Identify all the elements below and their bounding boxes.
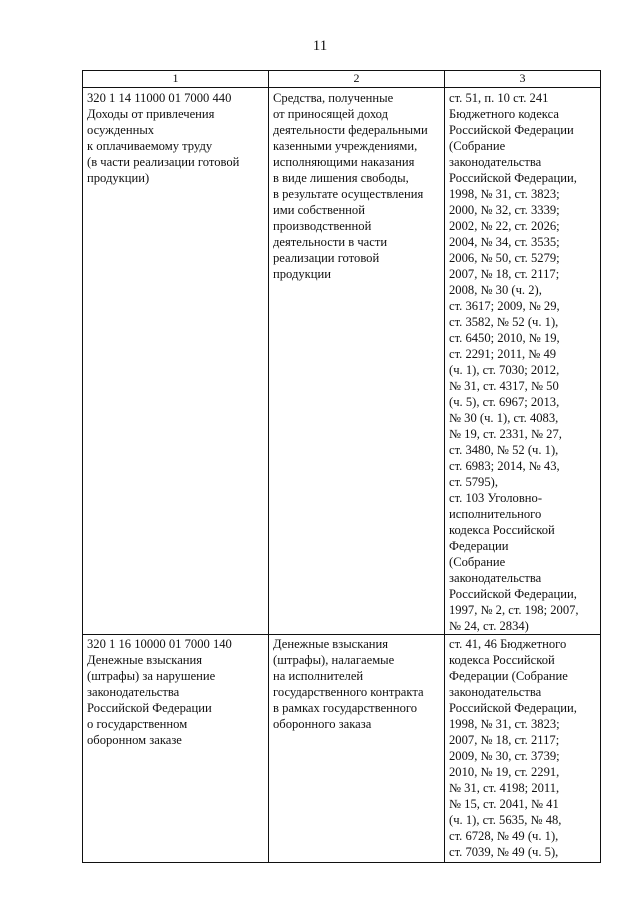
cell-text: 320 1 16 10000 01 7000 140 Денежные взыскания (штрафы) за нарушение законодательства Российской Федерации о государственном оборонном заказе xyxy=(87,637,232,747)
code-and-name-cell xyxy=(83,88,269,635)
code-and-name-cell xyxy=(83,635,269,863)
description-cell xyxy=(269,635,445,863)
legal-basis-cell xyxy=(445,635,601,863)
column-header-2: 2 xyxy=(269,71,445,88)
column-header-1: 1 xyxy=(83,71,269,88)
cell-text: ст. 41, 46 Бюджетного кодекса Российской Федерации (Собрание законодательства Российской Федерации, 1998, № 31, ст. 3823; 2007, № 18, ст. 2117; 2009, № 30, ст. 3739; 2010, № 19, ст. 2291, № 31, ст. 4198; 2011, № 15, ст. 2041, № 41 (ч. 1), ст. 5635, № 48, ст. 6728, № 49 (ч. 1), ст. 7039, № 49 (ч. 5), xyxy=(449,637,577,859)
page-number: 11 xyxy=(312,38,328,54)
cell-text: 320 1 14 11000 01 7000 440 Доходы от привлечения осужденных к оплачиваемому труду (в части реализации готовой продукции) xyxy=(87,91,240,185)
cell-text: Денежные взыскания (штрафы), налагаемые на исполнителей государственного контракта в рамках государственного оборонного заказа xyxy=(273,637,424,731)
column-header-3: 3 xyxy=(445,71,601,88)
description-cell xyxy=(269,88,445,635)
legal-basis-cell xyxy=(445,88,601,635)
cell-text: ст. 51, п. 10 ст. 241 Бюджетного кодекса Российской Федерации (Собрание законодательства Российской Федерации, 1998, № 31, ст. 3823; 2000, № 32, ст. 3339; 2002, № 22, ст. 2026; 2004, № 34, ст. 3535; 2006, № 50, ст. 5279; 2007, № 18, ст. 2117; 2008, № 30 (ч. 2), ст. 3617; 2009, № 29, ст. 3582, № 52 (ч. 1), ст. 6450; 2010, № 19, ст. 2291; 2011, № 49 (ч. 1), ст. 7030; 2012, № 31, ст. 4317, № 50 (ч. 5), ст. 6967; 2013, № 30 (ч. 1), ст. 4083, № 19, ст. 2331, № 27, ст. 3480, № 52 (ч. 1), ст. 6983; 2014, № 43, ст. 5795), ст. 103 Уголовно- исполнительного кодекса Российской Федерации (Собрание законодательства Российской Федерации, 1997, № 2, ст. 198; 2007, № 24, ст. 2834) xyxy=(449,91,579,633)
cell-text: Средства, полученные от приносящей доход деятельности федеральными казенными учреждениями, исполняющими наказания в виде лишения свободы, в результате осуществления ими собственной производственной деятельности в части реализации готовой продукции xyxy=(273,91,428,281)
table-row xyxy=(83,635,601,863)
table-row xyxy=(83,88,601,635)
revenue-classification-table xyxy=(82,70,601,863)
table-header-row xyxy=(83,71,601,88)
